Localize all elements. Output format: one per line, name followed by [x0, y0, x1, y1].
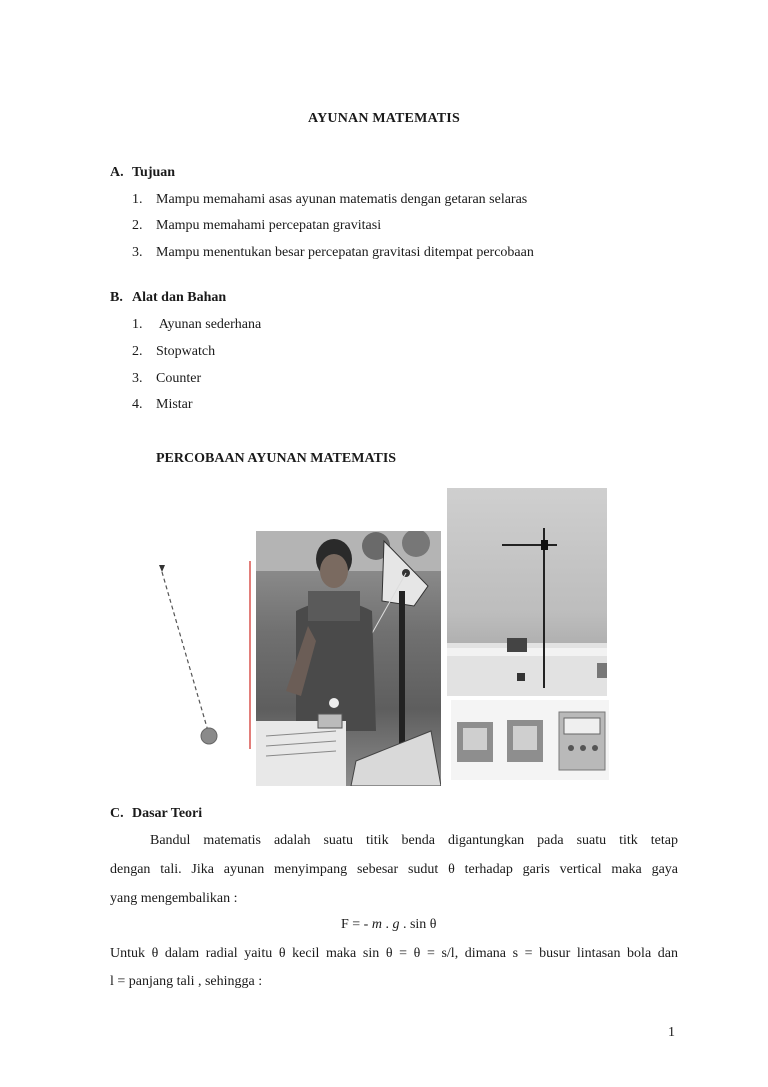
- section-b-heading: Alat dan Bahan: [132, 290, 227, 305]
- list-item: Counter: [156, 371, 202, 386]
- list-item: Mampu memahami asas ayunan matematis dengan getaran selaras: [156, 192, 528, 207]
- list-item: Mampu menentukan besar percepatan gravitasi ditempat percobaan: [156, 245, 534, 260]
- list-item: Ayunan sederhana: [156, 317, 262, 332]
- section-c-heading: Dasar Teori: [132, 806, 203, 821]
- list-item-number: 3.: [132, 245, 143, 260]
- formula-prefix: F = -: [341, 917, 372, 932]
- theory-paragraph-line: dengan tali. Jika ayunan menyimpang sebesar sudut θ terhadap garis vertical maka gaya: [110, 862, 678, 877]
- section-b-letter: B.: [110, 290, 123, 305]
- list-item: Mistar: [156, 397, 193, 412]
- theory-paragraph-line: yang mengembalikan :: [110, 891, 238, 906]
- list-item-number: 2.: [132, 218, 143, 233]
- list-item-number: 1.: [132, 317, 143, 332]
- section-c-letter: C.: [110, 806, 124, 821]
- pendulum-bob: [201, 728, 217, 744]
- list-item-number: 2.: [132, 344, 143, 359]
- section-a-heading: Tujuan: [132, 165, 176, 180]
- section-a-letter: A.: [110, 165, 124, 180]
- theory-paragraph-line: Bandul matematis adalah suatu titik benda digantungkan pada suatu titk tetap: [150, 833, 678, 848]
- list-item-number: 4.: [132, 397, 143, 412]
- formula-suffix: . sin θ: [399, 917, 437, 932]
- student-pendulum-photo: [256, 531, 441, 786]
- formula-mass: m: [371, 917, 382, 932]
- theory-paragraph-line: l = panjang tali , sehingga :: [110, 974, 263, 989]
- list-item-number: 3.: [132, 371, 143, 386]
- photogate-timer-photo: [451, 700, 609, 780]
- list-item: Stopwatch: [156, 344, 216, 359]
- pendulum-string: [162, 572, 208, 731]
- page-number: 1: [668, 1025, 675, 1040]
- experiment-heading: PERCOBAAN AYUNAN MATEMATIS: [156, 451, 397, 466]
- theory-paragraph-line: Untuk θ dalam radial yaitu θ kecil maka sin θ = θ = s/l, dimana s = busur lintasan bola dan: [110, 946, 678, 961]
- formula-gravity: g: [392, 917, 400, 932]
- formula-dot: .: [381, 917, 393, 932]
- document-title: AYUNAN MATEMATIS: [308, 111, 460, 126]
- pendulum-diagram: [150, 555, 260, 755]
- lab-stand-photo: [447, 488, 607, 696]
- force-formula: [341, 917, 437, 933]
- photogate-drawing: [451, 700, 609, 780]
- list-item: Mampu memahami percepatan gravitasi: [156, 218, 382, 233]
- pivot-marker: [159, 565, 165, 572]
- list-item-number: 1.: [132, 192, 143, 207]
- student-photo-drawing: [256, 531, 441, 786]
- lab-stand-drawing: [447, 488, 607, 696]
